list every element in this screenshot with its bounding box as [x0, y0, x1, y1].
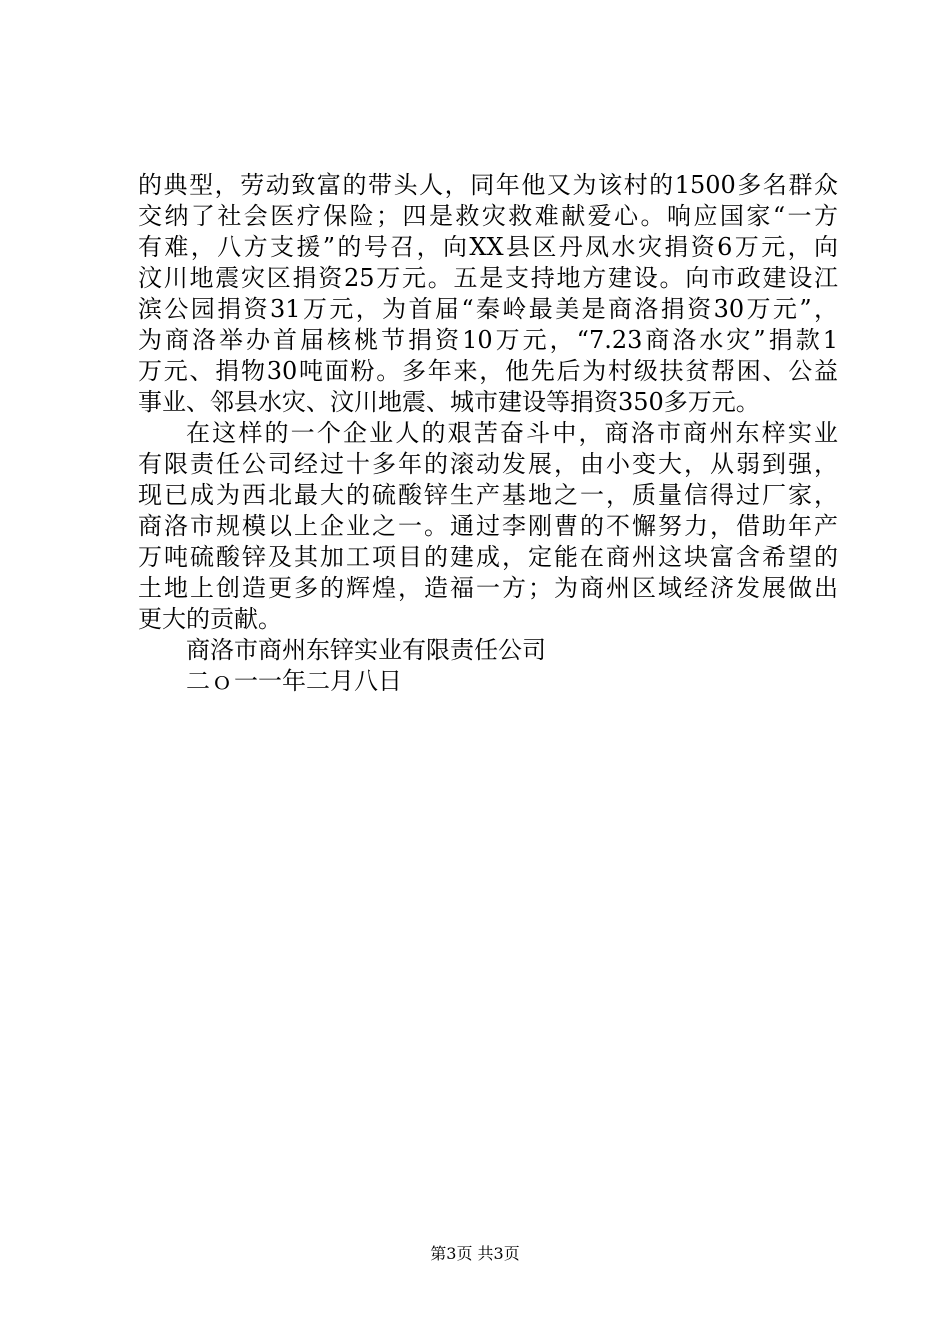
paragraph-company-development — [138, 418, 838, 635]
signature-company: 商洛市商州东锌实业有限责任公司 — [186, 636, 546, 664]
text-line: 的典型，劳动致富的带头人，同年他又为该村的1500多名群众 — [138, 171, 838, 199]
paragraph-donations — [138, 170, 838, 418]
text-line: 有限责任公司经过十多年的滚动发展，由小变大，从弱到强， — [138, 450, 838, 478]
text-line: 有难，八方支援”的号召，向XX县区丹凤水灾捐资6万元，向 — [138, 233, 838, 261]
signature-block — [138, 635, 838, 697]
signature-date: 二ｏ一一年二月八日 — [186, 667, 402, 695]
text-line: 万吨硫酸锌及其加工项目的建成，定能在商州这块富含希望的 — [138, 543, 838, 571]
text-line: 商洛市规模以上企业之一。通过李刚曹的不懈努力，借助年产 — [138, 512, 838, 540]
text-line: 滨公园捐资31万元，为首届“秦岭最美是商洛捐资30万元”， — [138, 295, 838, 323]
text-line: 为商洛举办首届核桃节捐资10万元，“7.23商洛水灾”捐款1 — [138, 326, 838, 354]
text-line: 现已成为西北最大的硫酸锌生产基地之一，质量信得过厂家， — [138, 481, 838, 509]
text-line: 交纳了社会医疗保险；四是救灾救难献爱心。响应国家“一方 — [138, 202, 838, 230]
text-line: 事业、邻县水灾、汶川地震、城市建设等捐资350多万元。 — [138, 388, 760, 416]
page-number: 第3页 共3页 — [430, 1244, 520, 1263]
text-line: 土地上创造更多的辉煌，造福一方；为商州区域经济发展做出 — [138, 574, 838, 602]
text-line: 万元、捐物30吨面粉。多年来，他先后为村级扶贫帮困、公益 — [138, 357, 838, 385]
page-footer — [0, 1244, 950, 1264]
text-line: 在这样的一个企业人的艰苦奋斗中，商洛市商州东梓实业 — [186, 419, 838, 447]
text-line: 更大的贡献。 — [138, 605, 282, 633]
document-body — [138, 170, 838, 697]
text-line: 汶川地震灾区捐资25万元。五是支持地方建设。向市政建设江 — [138, 264, 838, 292]
